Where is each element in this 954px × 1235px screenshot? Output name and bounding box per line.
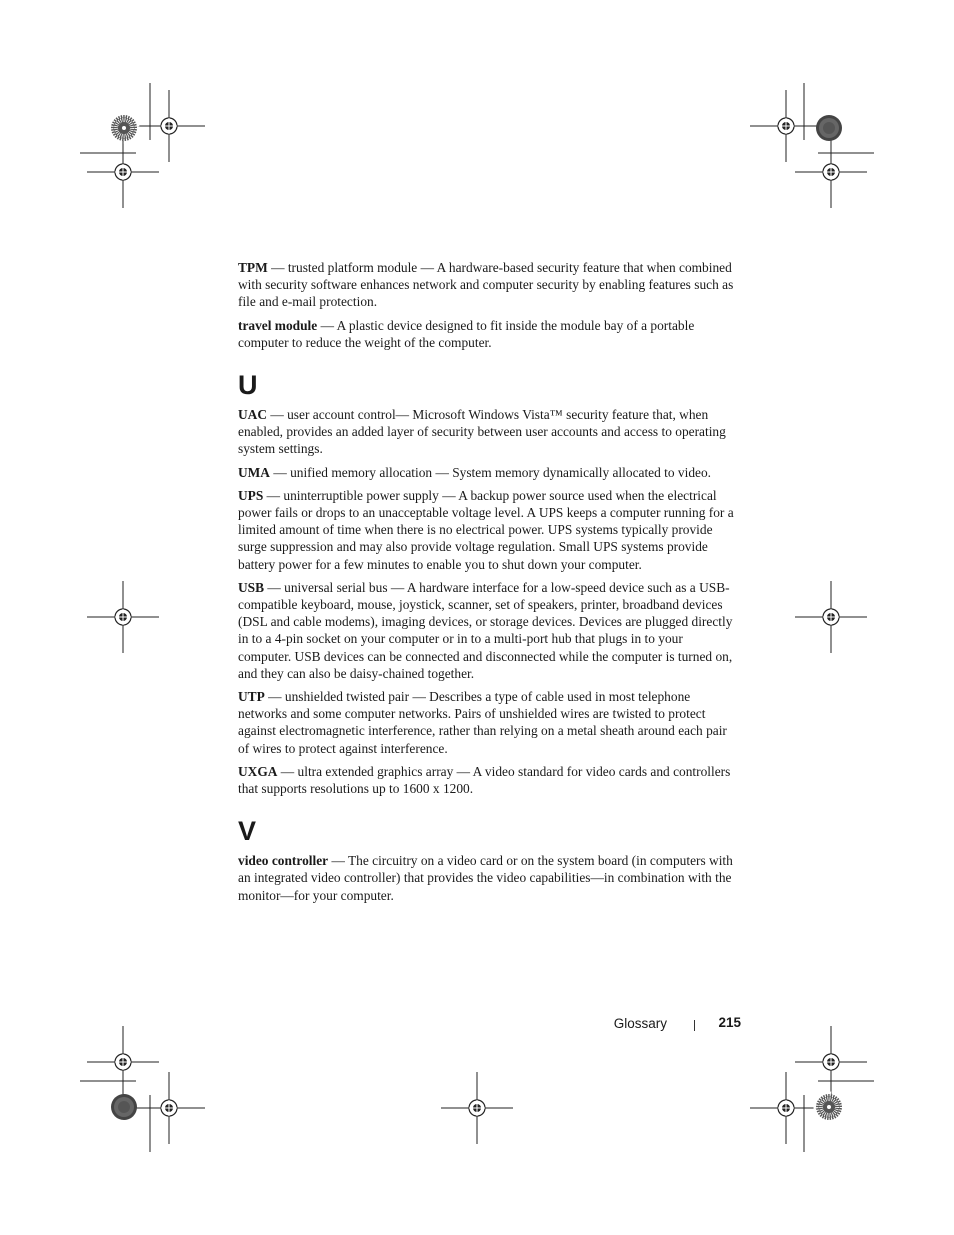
- glossary-content: [238, 259, 738, 910]
- page-footer: [560, 1014, 741, 1034]
- registration-mark-mid-left: [87, 581, 159, 653]
- registration-mark-top-left: [80, 83, 205, 208]
- definition: — uninterruptible power supply — A backup power source used when the electrical power fails or drops to an unacceptable voltage level. A UPS keeps a computer running for a limited amount of time when there is no electrical power. UPS systems typically provide surge suppression and may also provide voltage regulation. Small UPS systems provide battery power for a few minutes to enable you to shut down your computer.: [238, 487, 734, 572]
- glossary-entry-uxga: [238, 763, 738, 797]
- glossary-entry-utp: [238, 688, 738, 757]
- registration-mark-top-right: [750, 83, 874, 208]
- footer-section-label: Glossary: [613, 1016, 667, 1031]
- glossary-entry-usb: [238, 579, 738, 682]
- glossary-entry-travel-module: [238, 317, 738, 351]
- term: video controller: [238, 853, 329, 869]
- definition: — user account control— Microsoft Windows Vista™ security feature that, when enabled, provides an added layer of security between user accounts and access to operating system settings.: [238, 407, 726, 457]
- term: USB: [238, 579, 265, 595]
- glossary-entry-uma: [238, 464, 738, 481]
- term: travel module: [238, 317, 318, 333]
- registration-mark-bottom-right: [750, 1026, 874, 1152]
- section-heading-v: V: [238, 816, 257, 847]
- term: UTP: [238, 689, 265, 705]
- definition: — A plastic device designed to fit inside the module bay of a portable computer to reduce the weight of the computer.: [238, 317, 695, 350]
- footer-divider: [694, 1020, 695, 1031]
- term: TPM: [238, 260, 268, 275]
- section-heading-u: U: [238, 370, 258, 401]
- glossary-entry-ups: [238, 487, 738, 573]
- glossary-entry-uac: [238, 406, 738, 458]
- glossary-entry-tpm: [238, 259, 738, 311]
- term: UXGA: [238, 763, 278, 779]
- definition: — The circuitry on a video card or on the system board (in computers with an integrated video controller) that provides the video capabilities—in combination with the monitor—for your computer.: [238, 853, 733, 903]
- registration-mark-bottom-center: [441, 1072, 513, 1144]
- glossary-entry-video-controller: [238, 852, 738, 904]
- term: UAC: [238, 407, 268, 423]
- entries-before: [238, 259, 738, 351]
- definition: — universal serial bus — A hardware interface for a low-speed device such as a USB-compatible keyboard, mouse, joystick, scanner, set of speakers, printer, broadband devices (DSL and cable modems), imaging devices, or storage devices. Devices are plugged directly in to a 4-pin socket on your computer or in to a multi-port hub that plugs in to your computer. USB devices can be connected and disconnected while the computer is turned on, and they can also be daisy-chained together.: [238, 579, 733, 681]
- definition: — trusted platform module — A hardware-based security feature that when combined with security software enhances network and computer security by enabling features such as file and e-mail protection.: [238, 260, 734, 310]
- registration-mark-mid-right: [795, 581, 867, 653]
- definition: — unified memory allocation — System memory dynamically allocated to video.: [269, 464, 712, 480]
- definition: — unshielded twisted pair — Describes a type of cable used in most telephone networks and some computer networks. Pairs of unshielded wires are twisted to protect against electromagnetic interference, rather than relying on a metal sheath around each pair of wires to protect against interference.: [238, 689, 727, 756]
- term: UMA: [238, 464, 270, 480]
- definition: — ultra extended graphics array — A video standard for video cards and controllers that supports resolutions up to 1600 x 1200.: [238, 763, 731, 797]
- registration-mark-bottom-left: [80, 1026, 205, 1152]
- page-number: 215: [718, 1015, 741, 1030]
- term: UPS: [238, 487, 264, 503]
